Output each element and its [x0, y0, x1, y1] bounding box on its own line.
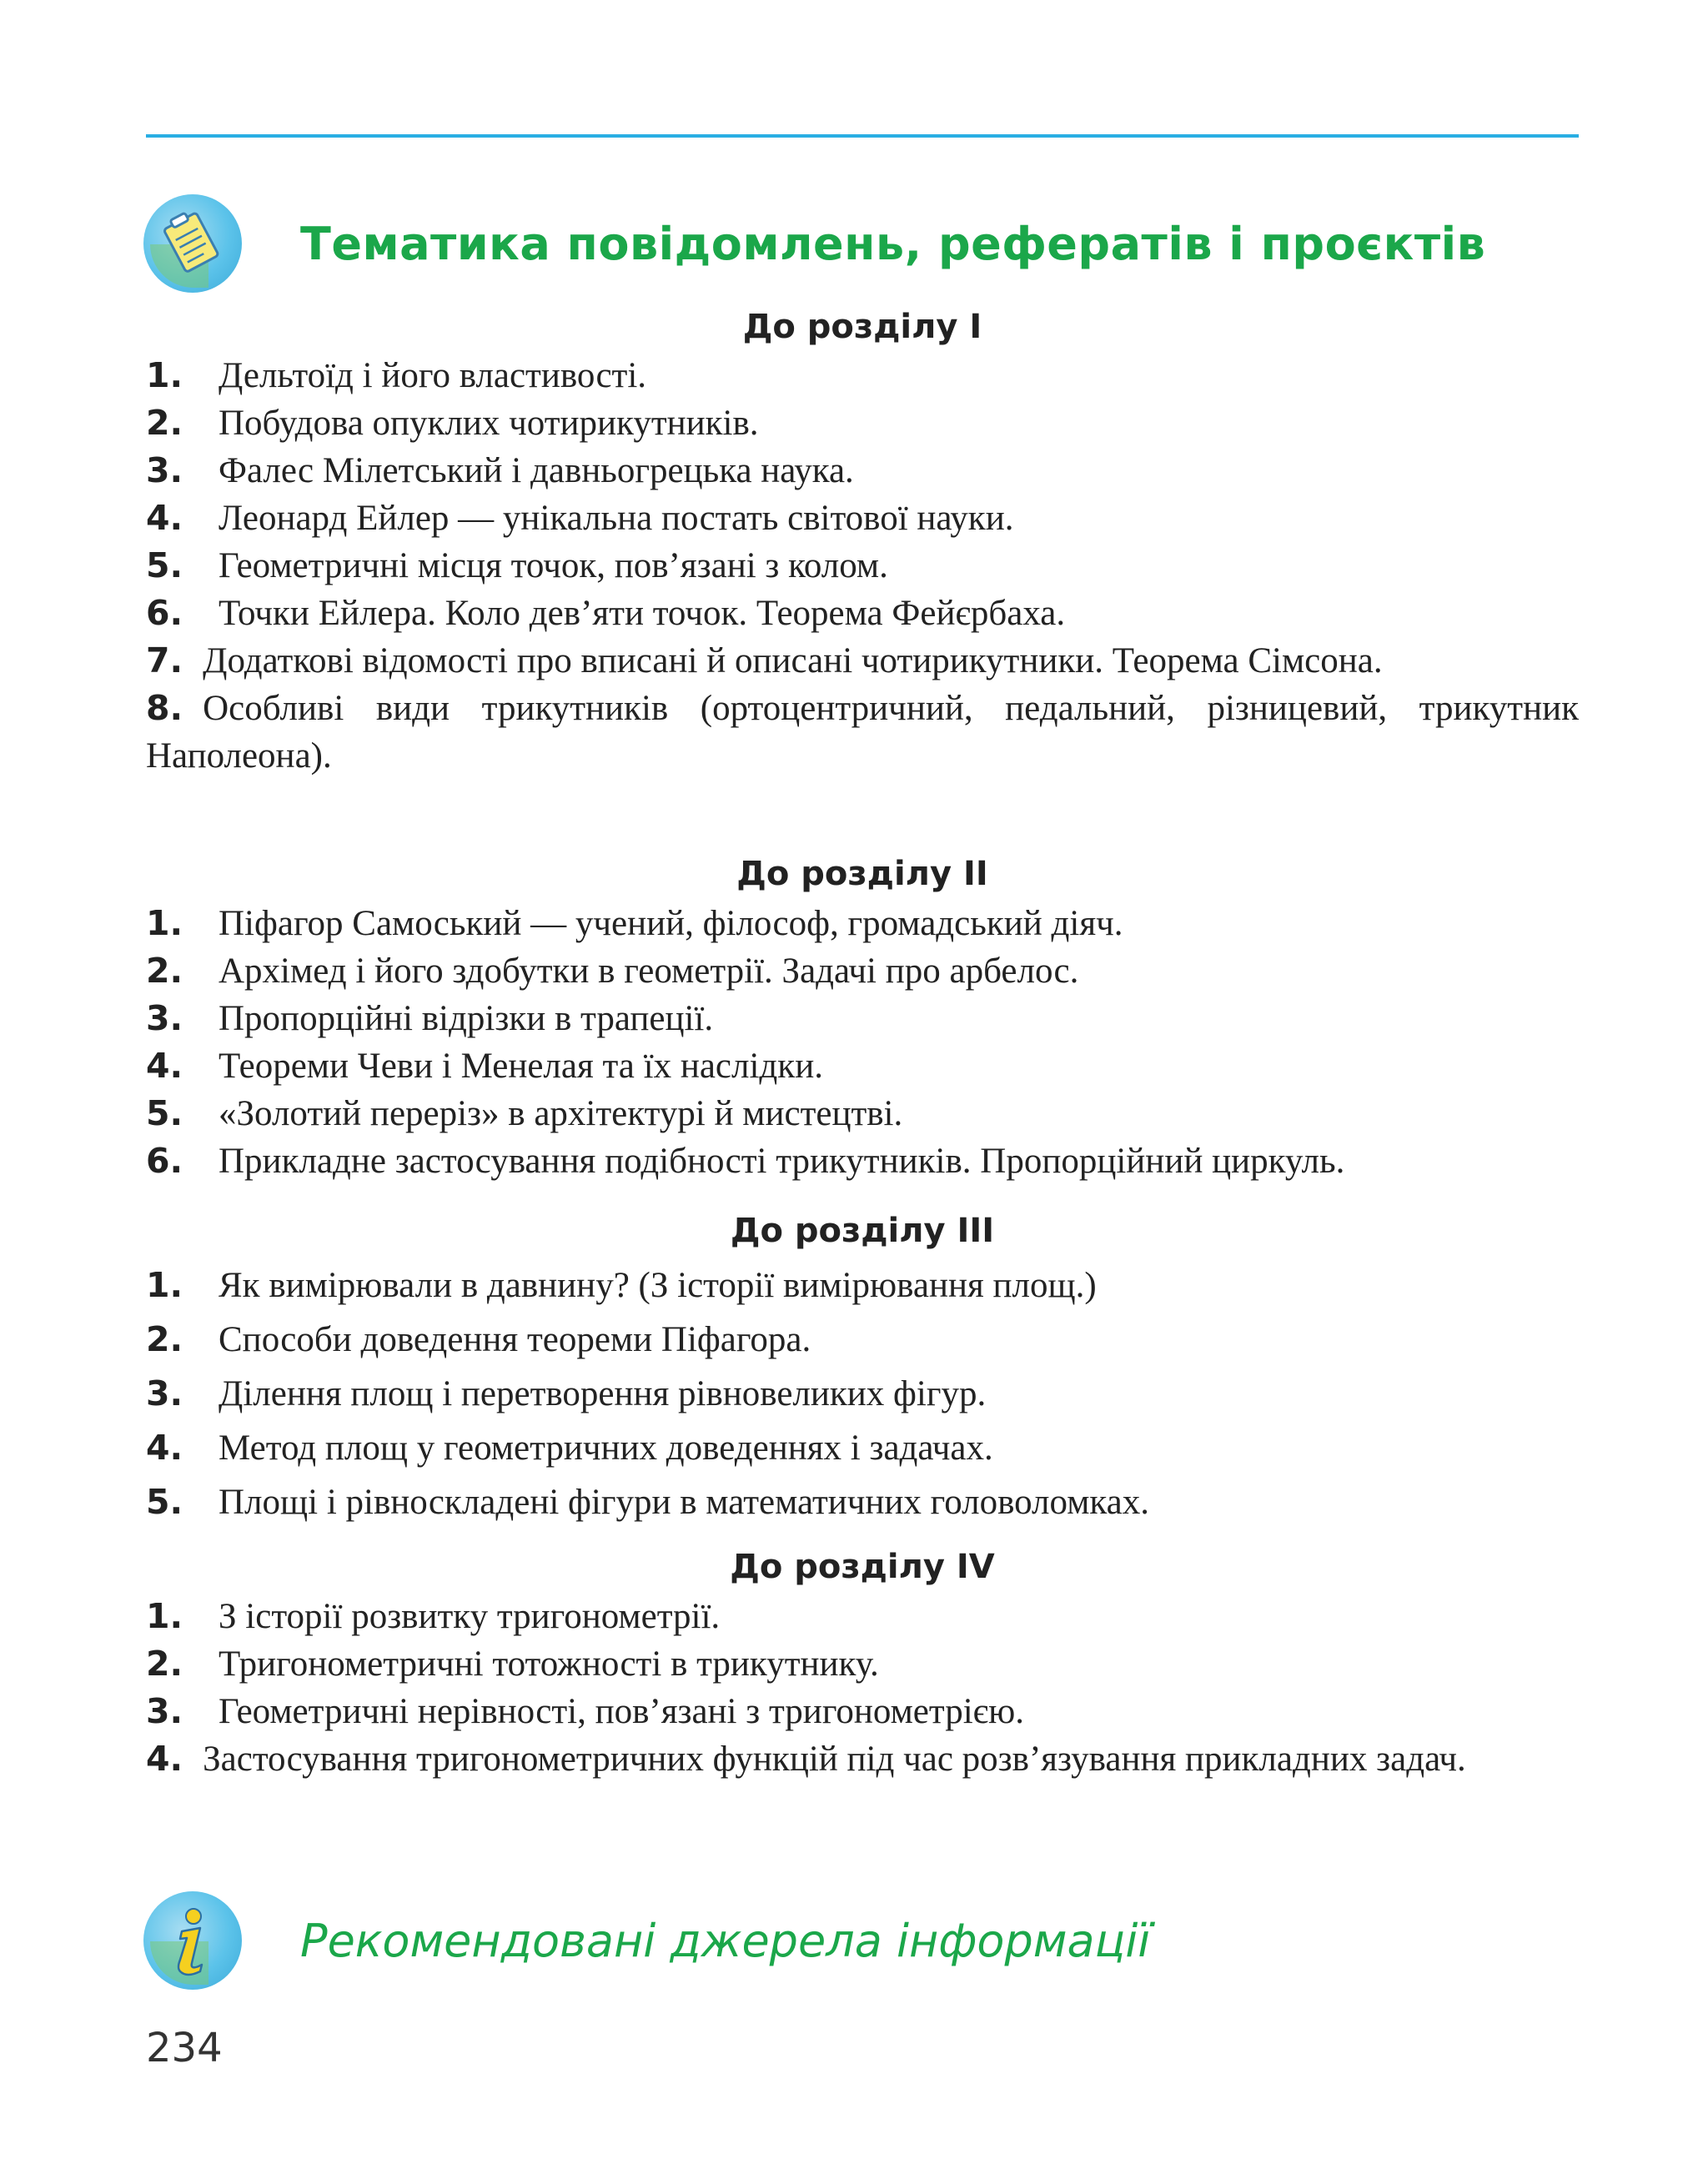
topics-title: Тематика повідомлень, рефератів і проєктів — [300, 217, 1486, 270]
list-item: 7. Додаткові відомості про вписані й описані чотирикутники. Теорема Сімсона. — [146, 640, 1383, 680]
list-item: 2. Способи доведення теореми Піфагора. — [146, 1319, 811, 1359]
list-item: 4. Метод площ у геометричних доведеннях і задачах. — [146, 1428, 993, 1468]
list-item: 8. Особливі види трикутників (ортоцентричний, педальний, різницевий, трикутник Наполеона). — [146, 688, 1579, 776]
list-item: 3. Пропорційні відрізки в трапеції. — [146, 998, 714, 1038]
list-item: 3. Фалес Мілетський і давньогрецька наука. — [146, 450, 854, 490]
list-item: 4. Леонард Ейлер — унікальна постать світової науки. — [146, 498, 1014, 538]
list-item: 1. Піфагор Самоський — учений, філософ, громадський діяч. — [146, 903, 1123, 943]
list-item: 1. З історії розвитку тригонометрії. — [146, 1596, 721, 1636]
list-item: 5. Геометричні місця точок, пов’язані з колом. — [146, 545, 888, 585]
page-number: 234 — [146, 2025, 223, 2071]
section-heading-4: До розділу IV — [730, 1548, 995, 1586]
sources-title: Рекомендовані джерела інформації — [300, 1914, 1151, 1967]
list-item: 6. Прикладне застосування подібності трикутників. Пропорційний циркуль. — [146, 1141, 1345, 1181]
list-item: 3. Геометричні нерівності, пов’язані з тригонометрією. — [146, 1691, 1024, 1731]
section-list-3 — [146, 1258, 1579, 1529]
list-item: 6. Точки Ейлера. Коло дев’яти точок. Теорема Фейєрбаха. — [146, 593, 1066, 633]
clipboard-icon — [143, 194, 242, 293]
section-list-2 — [146, 900, 1579, 1185]
list-item: 4. Теореми Чеви і Менелая та їх наслідки. — [146, 1046, 823, 1086]
section-list-4 — [146, 1593, 1579, 1783]
section-list-1 — [146, 352, 1579, 780]
list-item: 4. Застосування тригонометричних функцій під час розв’язування прикладних задач. — [146, 1739, 1466, 1779]
section-heading-1: До розділу I — [742, 308, 982, 346]
list-item: 5. Площі і рівноскладені фігури в математичних головоломках. — [146, 1482, 1149, 1522]
list-item: 5. «Золотий переріз» в архітектурі й мистецтві. — [146, 1093, 903, 1133]
section-heading-3: До розділу III — [730, 1212, 995, 1250]
list-item: 1. Як вимірювали в давнину? (З історії вимірювання площ.) — [146, 1265, 1097, 1305]
topics-heading — [143, 194, 1485, 293]
list-item: 1. Дельтоїд і його властивості. — [146, 355, 647, 395]
section-heading-2: До розділу II — [736, 855, 988, 893]
list-item: 2. Тригонометричні тотожності в трикутнику. — [146, 1644, 879, 1684]
sources-heading — [143, 1891, 1150, 1990]
list-item: 2. Архімед і його здобутки в геометрії. Задачі про арбелос. — [146, 951, 1079, 991]
info-icon — [143, 1891, 242, 1990]
list-item: 2. Побудова опуклих чотирикутників. — [146, 403, 759, 443]
list-item: 3. Ділення площ і перетворення рівновеликих фігур. — [146, 1373, 987, 1413]
top-rule — [146, 134, 1579, 138]
